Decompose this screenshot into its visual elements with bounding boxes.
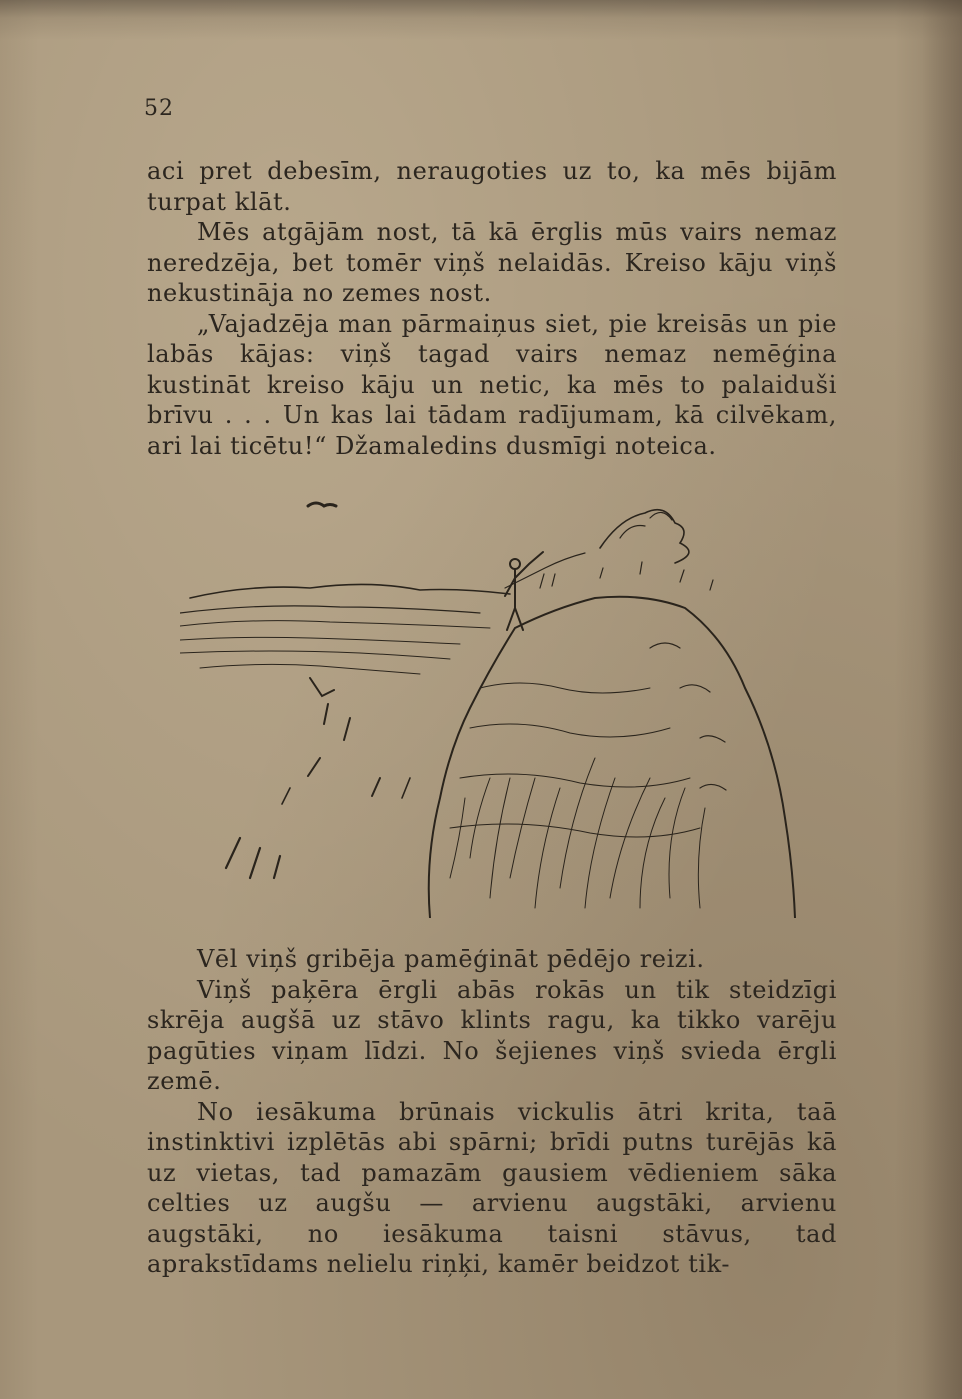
- paragraph: No iesākuma brūnais vickulis ātri krita, taā instinktivi izplētās abi spārni; brīdi putns turējās kā uz vietas, tad pamazām gausiem vēdieniem sāka celties uz augšu — arvienu augstāki, arvienu augstāki, no iesākuma taisni stāvus, tad aprakstīdams nelielu riņķi, kamēr beidzot tik-: [147, 1097, 837, 1278]
- eagle-cliff-illustration: [180, 478, 800, 918]
- page-top-shadow: [0, 0, 962, 40]
- paragraph: Viņš paķēra ērgli abās rokās un tik steidzīgi skrēja augšā uz stāvo klints ragu, ka tikko varēju pagūties viņam līdzi. No šejienes viņš svieda ērgli zemē.: [147, 975, 837, 1095]
- paragraph: aci pret debesīm, neraugoties uz to, ka mēs bijām turpat klāt.: [147, 157, 837, 216]
- page-number: 52: [144, 96, 174, 121]
- text-block-top: [147, 156, 837, 461]
- paragraph: „Vajadzēja man pārmaiņus siet, pie kreisās un pie labās kājas: viņš tagad vairs nemaz nemēģina kustināt kreiso kāju un netic, ka mēs to palaiduši brīvu . . . Un kas lai tādam radījumam, kā cilvēkam, ari lai ticētu!“ Džamaledins dusmīgi noteica.: [147, 309, 837, 460]
- paragraph: Vēl viņš gribēja pamēģināt pēdējo reizi.: [197, 945, 705, 973]
- bird-icon: [308, 503, 336, 506]
- paragraph: Mēs atgājām nost, tā kā ērglis mūs vairs nemaz neredzēja, bet tomēr viņš nelaidās. Kreiso kāju viņš nekustināja no zemes nost.: [147, 218, 837, 307]
- text-block-bottom: [147, 944, 837, 1280]
- eagle-icon: [308, 678, 380, 796]
- page-right-edge-shadow: [922, 0, 962, 1399]
